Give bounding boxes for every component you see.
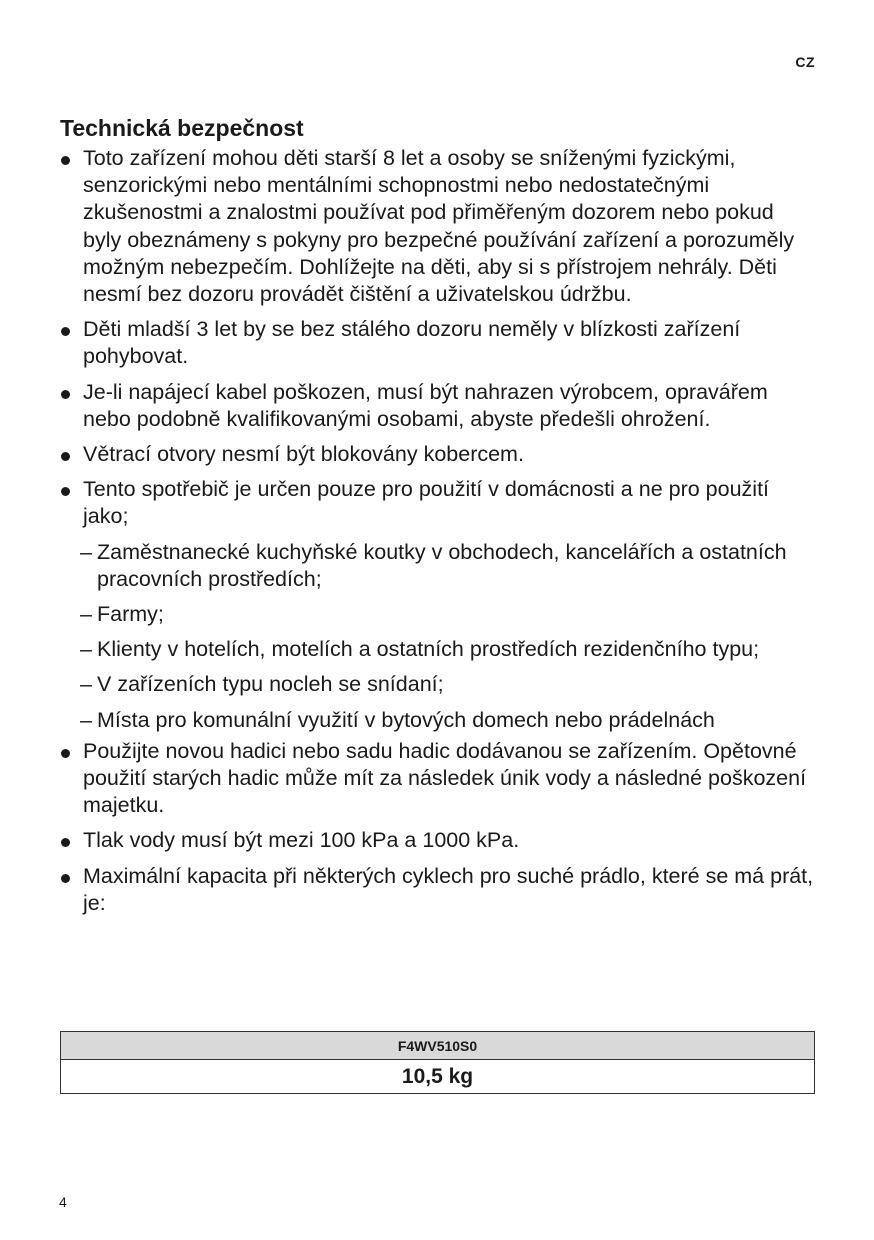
list-item (60, 738, 816, 820)
list-item (60, 863, 816, 917)
bullet-icon (61, 487, 70, 496)
dash-icon: – (80, 672, 92, 697)
bullet-icon (61, 749, 70, 758)
sub-list-item (60, 601, 816, 628)
sub-list-item (60, 671, 816, 698)
page-number: 4 (59, 1194, 67, 1210)
bullet-list (60, 145, 816, 531)
list-item (60, 441, 816, 468)
sub-list-item-text: Klienty v hotelích, motelích a ostatních prostředích rezidenčního typu; (97, 637, 760, 662)
capacity-table (60, 1031, 815, 1094)
list-item (60, 379, 816, 433)
sub-list-item (60, 636, 816, 663)
dash-icon: – (80, 637, 92, 662)
bullet-icon (61, 156, 70, 165)
sub-list-item-text: Místa pro komunální využití v bytových domech nebo prádelnách (97, 707, 715, 732)
main-content (60, 114, 816, 919)
table-header-row (61, 1032, 815, 1060)
bullet-icon (61, 874, 70, 883)
language-code: CZ (795, 54, 815, 70)
sub-list-item (60, 707, 816, 734)
list-item (60, 476, 816, 530)
list-item (60, 827, 816, 854)
list-item-text: Tento spotřebič je určen pouze pro použití v domácnosti a ne pro použití jako; (83, 477, 770, 529)
dash-list (60, 539, 816, 734)
bullet-list-continued (60, 738, 816, 917)
dash-icon: – (80, 707, 92, 732)
sub-list-item-text: Farmy; (97, 602, 164, 627)
list-item-text: Je-li napájecí kabel poškozen, musí být nahrazen výrobcem, opravářem nebo podobně kvalifikovanými osobami, abyste předešli ohrožení. (83, 379, 768, 431)
bullet-icon (61, 838, 70, 847)
list-item (60, 316, 816, 370)
list-item-text: Maximální kapacita při některých cyklech pro suché prádlo, které se má prát, je: (83, 863, 814, 915)
sub-list-item (60, 539, 816, 593)
list-item-text: Použijte novou hadici nebo sadu hadic dodávanou se zařízením. Opětovné použití starých hadic může mít za následek únik vody a následné poškození majetku. (83, 738, 807, 818)
list-item-text: Toto zařízení mohou děti starší 8 let a osoby se sníženými fyzickými, senzorickými nebo mentálními schopnostmi nebo nedostatečnými zkušenostmi a znalostmi používat pod přiměřeným dozorem nebo pokud byly obeznámeny s pokyny pro bezpečné používání zařízení a porozuměly možným nebezpečím. Dohlížejte na děti, aby si s přístrojem nehrály. Děti nesmí bez dozoru provádět čištění a uživatelskou údržbu. (83, 146, 795, 307)
bullet-icon (61, 390, 70, 399)
table-row (61, 1060, 815, 1094)
capacity-value: 10,5 kg (61, 1060, 815, 1094)
sub-list-item-text: V zařízeních typu nocleh se snídaní; (97, 672, 444, 697)
sub-list-item-text: Zaměstnanecké kuchyňské koutky v obchodech, kancelářích a ostatních pracovních prostředích; (97, 539, 787, 591)
dash-icon: – (80, 539, 92, 564)
list-item-text: Tlak vody musí být mezi 100 kPa a 1000 kPa. (83, 828, 520, 853)
list-item-text: Větrací otvory nesmí být blokovány kobercem. (83, 442, 524, 467)
bullet-icon (61, 327, 70, 336)
section-title: Technická bezpečnost (60, 115, 304, 141)
list-item-text: Děti mladší 3 let by se bez stálého dozoru neměly v blízkosti zařízení pohybovat. (83, 317, 741, 369)
model-header: F4WV510S0 (61, 1032, 815, 1060)
bullet-icon (61, 452, 70, 461)
list-item (60, 145, 816, 308)
dash-icon: – (80, 602, 92, 627)
